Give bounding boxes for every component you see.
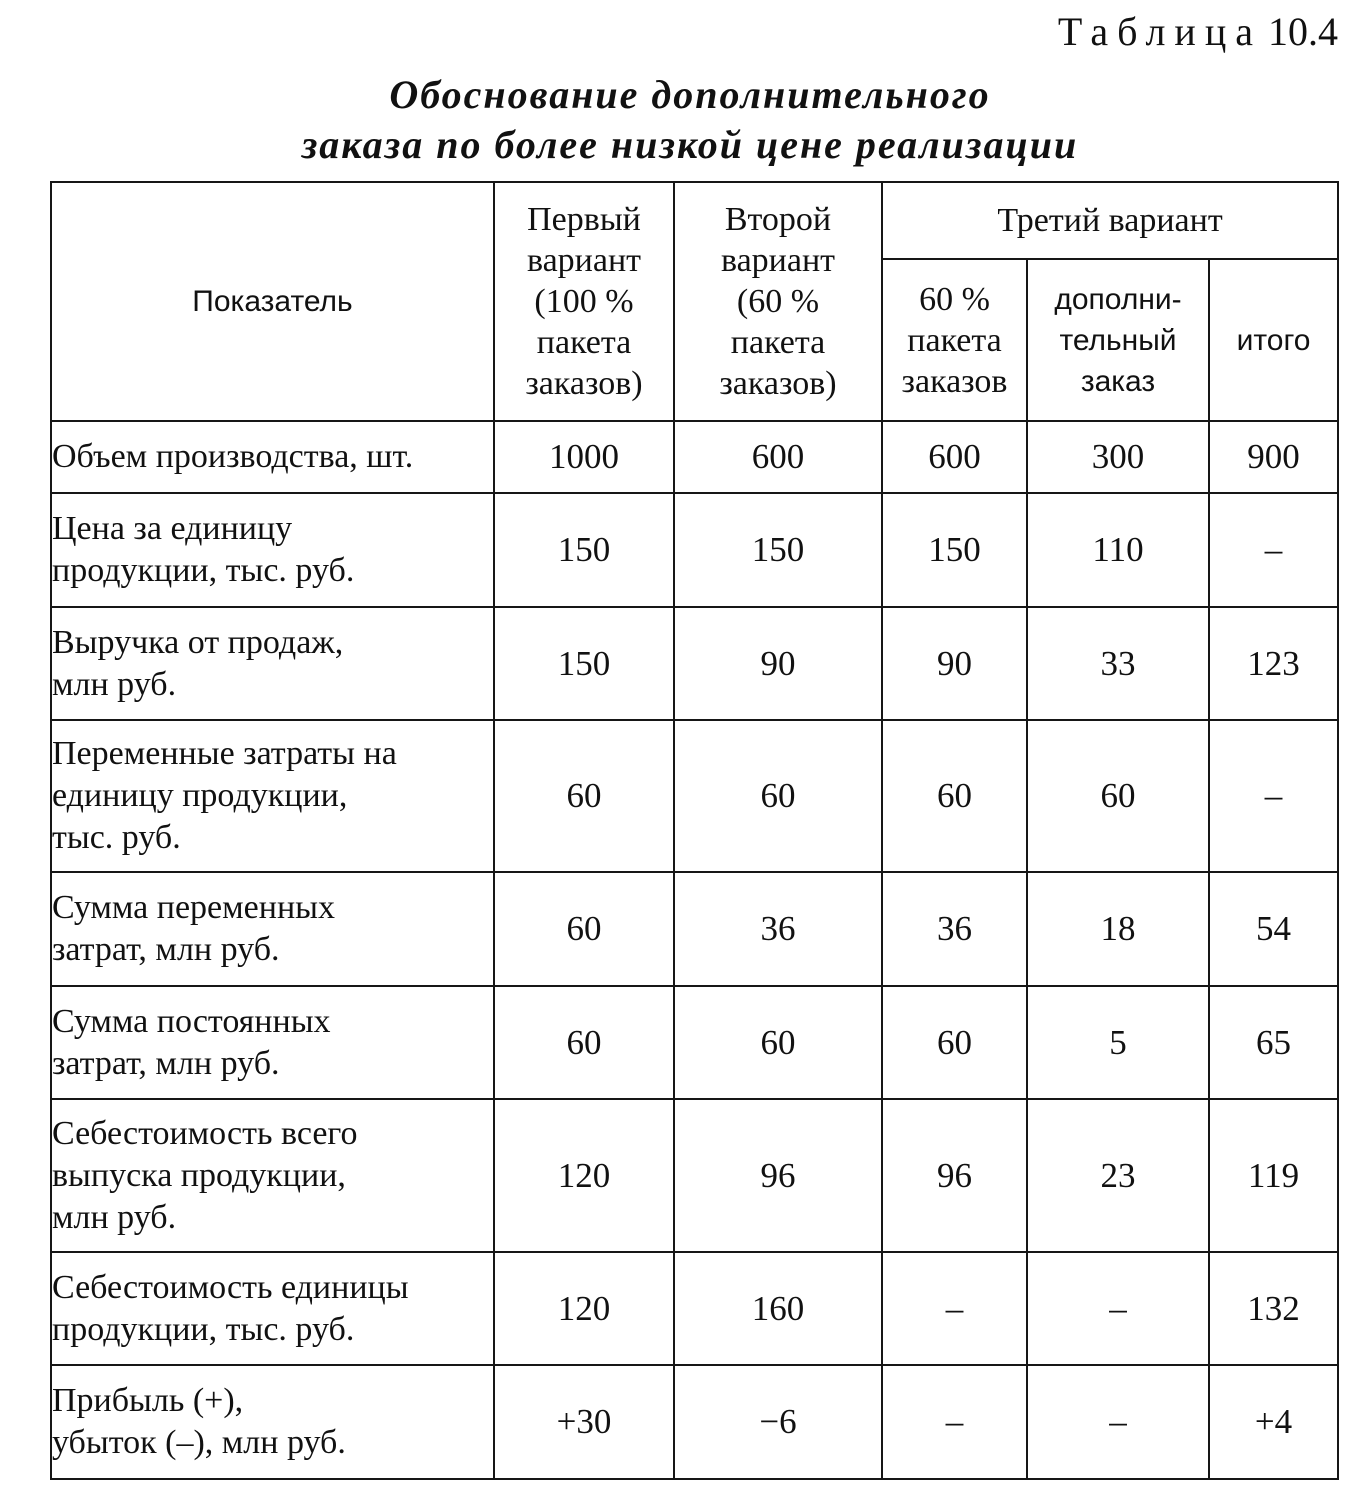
header-line: пакета: [536, 324, 632, 361]
value-cell: 33: [1027, 607, 1209, 720]
value-cell: 5: [1027, 986, 1209, 1099]
title-line-1: Обоснование дополнительного: [389, 72, 991, 117]
value-cell: 120: [494, 1099, 674, 1252]
title-line-2: заказа по более низкой цене реализации: [301, 122, 1079, 167]
row-indicator: [51, 986, 494, 1099]
row-indicator: [51, 1099, 494, 1252]
header-line: пакета: [907, 321, 1002, 359]
value-cell: 60: [882, 986, 1027, 1099]
table-title: [0, 70, 1356, 170]
header-third-variant: Третий вариант: [882, 182, 1338, 259]
header-third-additional: [1027, 259, 1209, 421]
value-cell: 150: [494, 493, 674, 607]
value-cell: 119: [1209, 1099, 1338, 1252]
value-cell: 132: [1209, 1252, 1338, 1365]
table-row: [51, 421, 1338, 493]
indicator-line: Объем производства, шт.: [52, 438, 414, 475]
value-cell: 60: [494, 720, 674, 872]
indicator-line: млн руб.: [52, 665, 177, 703]
value-cell: 18: [1027, 872, 1209, 986]
header-line: 60 %: [919, 280, 990, 318]
cost-table: [50, 181, 1339, 1480]
value-cell: –: [882, 1252, 1027, 1365]
value-cell: 36: [882, 872, 1027, 986]
row-indicator: [51, 1365, 494, 1479]
value-cell: 600: [674, 421, 882, 493]
table-number: [1057, 9, 1338, 54]
header-third-total: [1209, 259, 1338, 421]
row-indicator: [51, 1252, 494, 1365]
value-cell: 60: [882, 720, 1027, 872]
indicator-line: Себестоимость единицы: [52, 1268, 409, 1306]
value-cell: 160: [674, 1252, 882, 1365]
header-line: вариант: [720, 242, 836, 279]
header-line: Первый: [527, 201, 641, 238]
indicator-line: затрат, млн руб.: [52, 931, 280, 968]
value-cell: 300: [1027, 421, 1209, 493]
table-label-word: Таблица: [1057, 9, 1262, 54]
header-line: вариант: [526, 242, 642, 279]
value-cell: 60: [674, 720, 882, 872]
header-line: итого: [1236, 323, 1311, 357]
value-cell: −6: [674, 1365, 882, 1479]
header-line: (100 %: [534, 283, 634, 320]
value-cell: 150: [494, 607, 674, 720]
indicator-line: Цена за единицу: [52, 510, 293, 547]
value-cell: 123: [1209, 607, 1338, 720]
row-indicator: [51, 607, 494, 720]
value-cell: 90: [674, 607, 882, 720]
indicator-line: убыток (–), млн руб.: [52, 1424, 346, 1461]
header-line: (60 %: [736, 283, 820, 320]
value-cell: –: [1209, 720, 1338, 872]
value-cell: 60: [494, 872, 674, 986]
value-cell: 900: [1209, 421, 1338, 493]
value-cell: 60: [1027, 720, 1209, 872]
header-line: заказов: [901, 362, 1008, 400]
value-cell: 600: [882, 421, 1027, 493]
table-body: [51, 421, 1338, 1479]
row-indicator: [51, 493, 494, 607]
value-cell: 150: [882, 493, 1027, 607]
table-row: [51, 607, 1338, 720]
table-row: [51, 872, 1338, 986]
value-cell: 1000: [494, 421, 674, 493]
indicator-line: Переменные затраты на: [52, 735, 397, 772]
value-cell: +4: [1209, 1365, 1338, 1479]
indicator-line: продукции, тыс. руб.: [52, 552, 355, 589]
header-line: заказов): [525, 365, 643, 402]
indicator-line: Себестоимость всего: [52, 1114, 358, 1152]
header-line: заказ: [1080, 364, 1156, 398]
value-cell: 120: [494, 1252, 674, 1365]
value-cell: 23: [1027, 1099, 1209, 1252]
indicator-line: продукции, тыс. руб.: [52, 1310, 355, 1348]
table-row: [51, 493, 1338, 607]
header-indicator: Показатель: [51, 182, 494, 421]
header-line: тельный: [1059, 323, 1177, 357]
row-indicator: [51, 720, 494, 872]
value-cell: 60: [494, 986, 674, 1099]
value-cell: 60: [674, 986, 882, 1099]
value-cell: 110: [1027, 493, 1209, 607]
value-cell: 90: [882, 607, 1027, 720]
indicator-line: Прибыль (+),: [52, 1382, 244, 1419]
value-cell: 65: [1209, 986, 1338, 1099]
table-row: [51, 986, 1338, 1099]
header-line: дополни-: [1054, 282, 1182, 316]
value-cell: –: [1027, 1252, 1209, 1365]
value-cell: 96: [674, 1099, 882, 1252]
header-line: Второй: [724, 201, 832, 238]
value-cell: –: [882, 1365, 1027, 1479]
indicator-line: Сумма переменных: [52, 889, 335, 926]
table-row: [51, 1099, 1338, 1252]
header-first-variant: [494, 182, 674, 421]
value-cell: –: [1027, 1365, 1209, 1479]
header-line: заказов): [719, 365, 837, 402]
indicator-line: тыс. руб.: [52, 819, 181, 856]
value-cell: 54: [1209, 872, 1338, 986]
value-cell: 36: [674, 872, 882, 986]
indicator-line: млн руб.: [52, 1198, 177, 1236]
indicator-line: Сумма постоянных: [52, 1002, 331, 1040]
table-label-number: 10.4: [1268, 9, 1338, 54]
indicator-line: выпуска продукции,: [52, 1156, 346, 1194]
indicator-line: единицу продукции,: [52, 777, 348, 814]
header-second-variant: [674, 182, 882, 421]
indicator-line: затрат, млн руб.: [52, 1044, 280, 1082]
table-row: [51, 1252, 1338, 1365]
row-indicator: [51, 421, 494, 493]
table-row: [51, 1365, 1338, 1479]
value-cell: 150: [674, 493, 882, 607]
value-cell: 96: [882, 1099, 1027, 1252]
value-cell: +30: [494, 1365, 674, 1479]
table-row: [51, 720, 1338, 872]
row-indicator: [51, 872, 494, 986]
header-line: пакета: [730, 324, 826, 361]
value-cell: –: [1209, 493, 1338, 607]
indicator-line: Выручка от продаж,: [52, 623, 344, 661]
header-third-sixty: [882, 259, 1027, 421]
